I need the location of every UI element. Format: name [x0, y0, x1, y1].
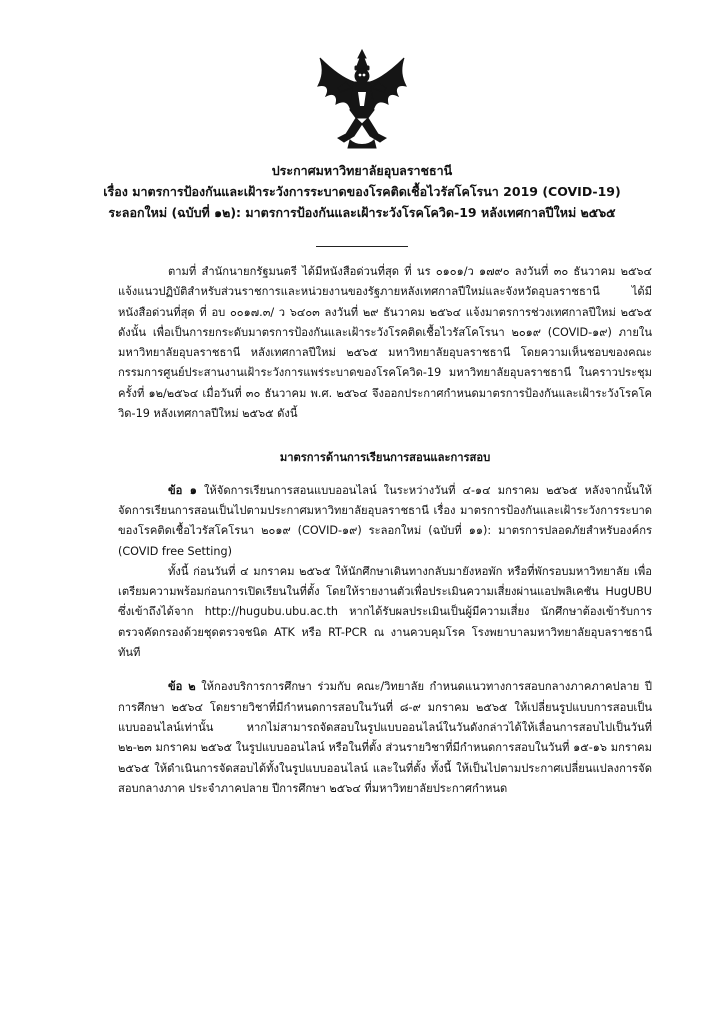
clause-2-label: ข้อ ๒	[168, 680, 196, 694]
announcement-issuer: ประกาศมหาวิทยาลัยอุบลราชธานี	[271, 163, 453, 178]
clause-1-label: ข้อ ๑	[168, 483, 197, 497]
clause-1	[118, 481, 652, 664]
header-divider	[316, 246, 408, 247]
announcement-header	[60, 160, 664, 223]
section-heading: มาตรการด้านการเรียนการสอนและการสอบ	[279, 451, 491, 465]
announcement-body	[118, 262, 652, 799]
clause-2-text: ให้กองบริการการศึกษา ร่วมกับ คณะ/วิทยาลัย กำหนดแนวทางการสอบกลางภาคภาคปลาย ปีการศึกษา ๒๕๖๔ โดยรายวิชาที่มีกำหนดการสอบในวันที่ ๘-๙ มกราคม ๒๕๖๕ ให้เปลี่ยนรูปแบบการสอบเป็นแบบออนไลน์เท่านั้น หากไม่สามารถจัดสอบในรูปแบบออนไลน์ในวันดังกล่าวได้ให้เลื่อนการสอบไปเป็นวันที่ ๒๒-๒๓ มกราคม ๒๕๖๕ ในรูปแบบออนไลน์ หรือในที่ตั้ง ส่วนรายวิชาที่มีกำหนดการสอบในวันที่ ๑๕-๑๖ มกราคม ๒๕๖๕ ให้ดำเนินการจัดสอบได้ทั้งในรูปแบบออนไลน์ และในที่ตั้ง ทั้งนี้ ให้เป็นไปตามประกาศเปลี่ยนแปลงการจัดสอบกลางภาค ประจำภาคปลาย ปีการศึกษา ๒๕๖๔ ที่มหาวิทยาลัยประกาศกำหนด	[118, 680, 652, 795]
announcement-subject: เรื่อง มาตรการป้องกันและเฝ้าระวังการระบาดของโรคติดเชื้อไวรัสโคโรนา 2019 (COVID-19)	[103, 184, 621, 199]
intro-paragraph	[118, 262, 652, 424]
clause-1-extra: ทั้งนี้ ก่อนวันที่ ๔ มกราคม ๒๕๖๕ ให้นักศึกษาเดินทางกลับมายังหอพัก หรือที่พักรอบมหาวิทยาลัย เพื่อเตรียมความพร้อมก่อนการเปิดเรียนในที่ตั้ง โดยให้รายงานตัวเพื่อประเมินความเสี่ยงผ่านแอปพลิเคชัน HugUBU ซึ่งเข้าถึงได้จาก http://hugubu.ubu.ac.th หากได้รับผลประเมินเป็นผู้มีความเสี่ยง นักศึกษาต้องเข้ารับการตรวจคัดกรองด้วยชุดตรวจชนิด ATK หรือ RT-PCR ณ งานควบคุมโรค โรงพยาบาลมหาวิทยาลัยอุบลราชธานีทันที	[118, 564, 652, 660]
garuda-emblem-icon	[316, 48, 408, 152]
intro-text: ตามที่ สำนักนายกรัฐมนตรี ได้มีหนังสือด่วนที่สุด ที่ นร ๐๑๐๑/ว ๑๗๙๐ ลงวันที่ ๓๐ ธันวาคม ๒๕๖๔ แจ้งแนวปฏิบัติสำหรับส่วนราชการและหน่วยงานของรัฐภายหลังเทศกาลปีใหม่และจังหวัดอุบลราชธานี ได้มีหนังสือด่วนที่สุด ที่ อบ ๐๐๑๗.๓/ ว ๖๔๐๓ ลงวันที่ ๒๙ ธันวาคม ๒๕๖๔ แจ้งมาตรการช่วงเทศกาลปีใหม่ ๒๕๖๕ ดังนั้น เพื่อเป็นการยกระดับมาตรการป้องกันและเฝ้าระวังโรคติดเชื้อไวรัสโคโรนา ๒๐๑๙ (COVID-๑๙) ภายในมหาวิทยาลัยอุบลราชธานี หลังเทศกาลปีใหม่ ๒๕๖๕ มหาวิทยาลัยอุบลราชธานี โดยความเห็นชอบของคณะกรรมการศูนย์ประสานงานเฝ้าระวังการแพร่ระบาดของโรคโควิด-19 มหาวิทยาลัยอุบลราชธานี ในคราวประชุมครั้งที่ ๑๒/๒๕๖๔ เมื่อวันที่ ๓๐ ธันวาคม พ.ศ. ๒๕๖๔ จึงออกประกาศกำหนดมาตรการป้องกันและเฝ้าระวังโรคโควิด-19 หลังเทศกาลปีใหม่ ๒๕๖๕ ดังนี้	[118, 265, 652, 421]
announcement-edition: ระลอกใหม่ (ฉบับที่ ๑๒): มาตรการป้องกันและเฝ้าระวังโรคโควิด-19 หลังเทศกาลปีใหม่ ๒๕๖๕	[108, 205, 616, 220]
clause-2	[118, 677, 652, 799]
clause-1-text: ให้จัดการเรียนการสอนแบบออนไลน์ ในระหว่างวันที่ ๔-๑๔ มกราคม ๒๕๖๕ หลังจากนั้นให้จัดการเรียนการสอนเป็นไปตามประกาศมหาวิทยาลัยอุบลราชธานี เรื่อง มาตรการป้องกันและเฝ้าระวังการระบาดของโรคติดเชื้อไวรัสโคโรนา ๒๐๑๙ (COVID-๑๙) ระลอกใหม่ (ฉบับที่ ๑๑): มาตรการปลอดภัยสำหรับองค์กร (COVID free Setting)	[118, 483, 652, 558]
